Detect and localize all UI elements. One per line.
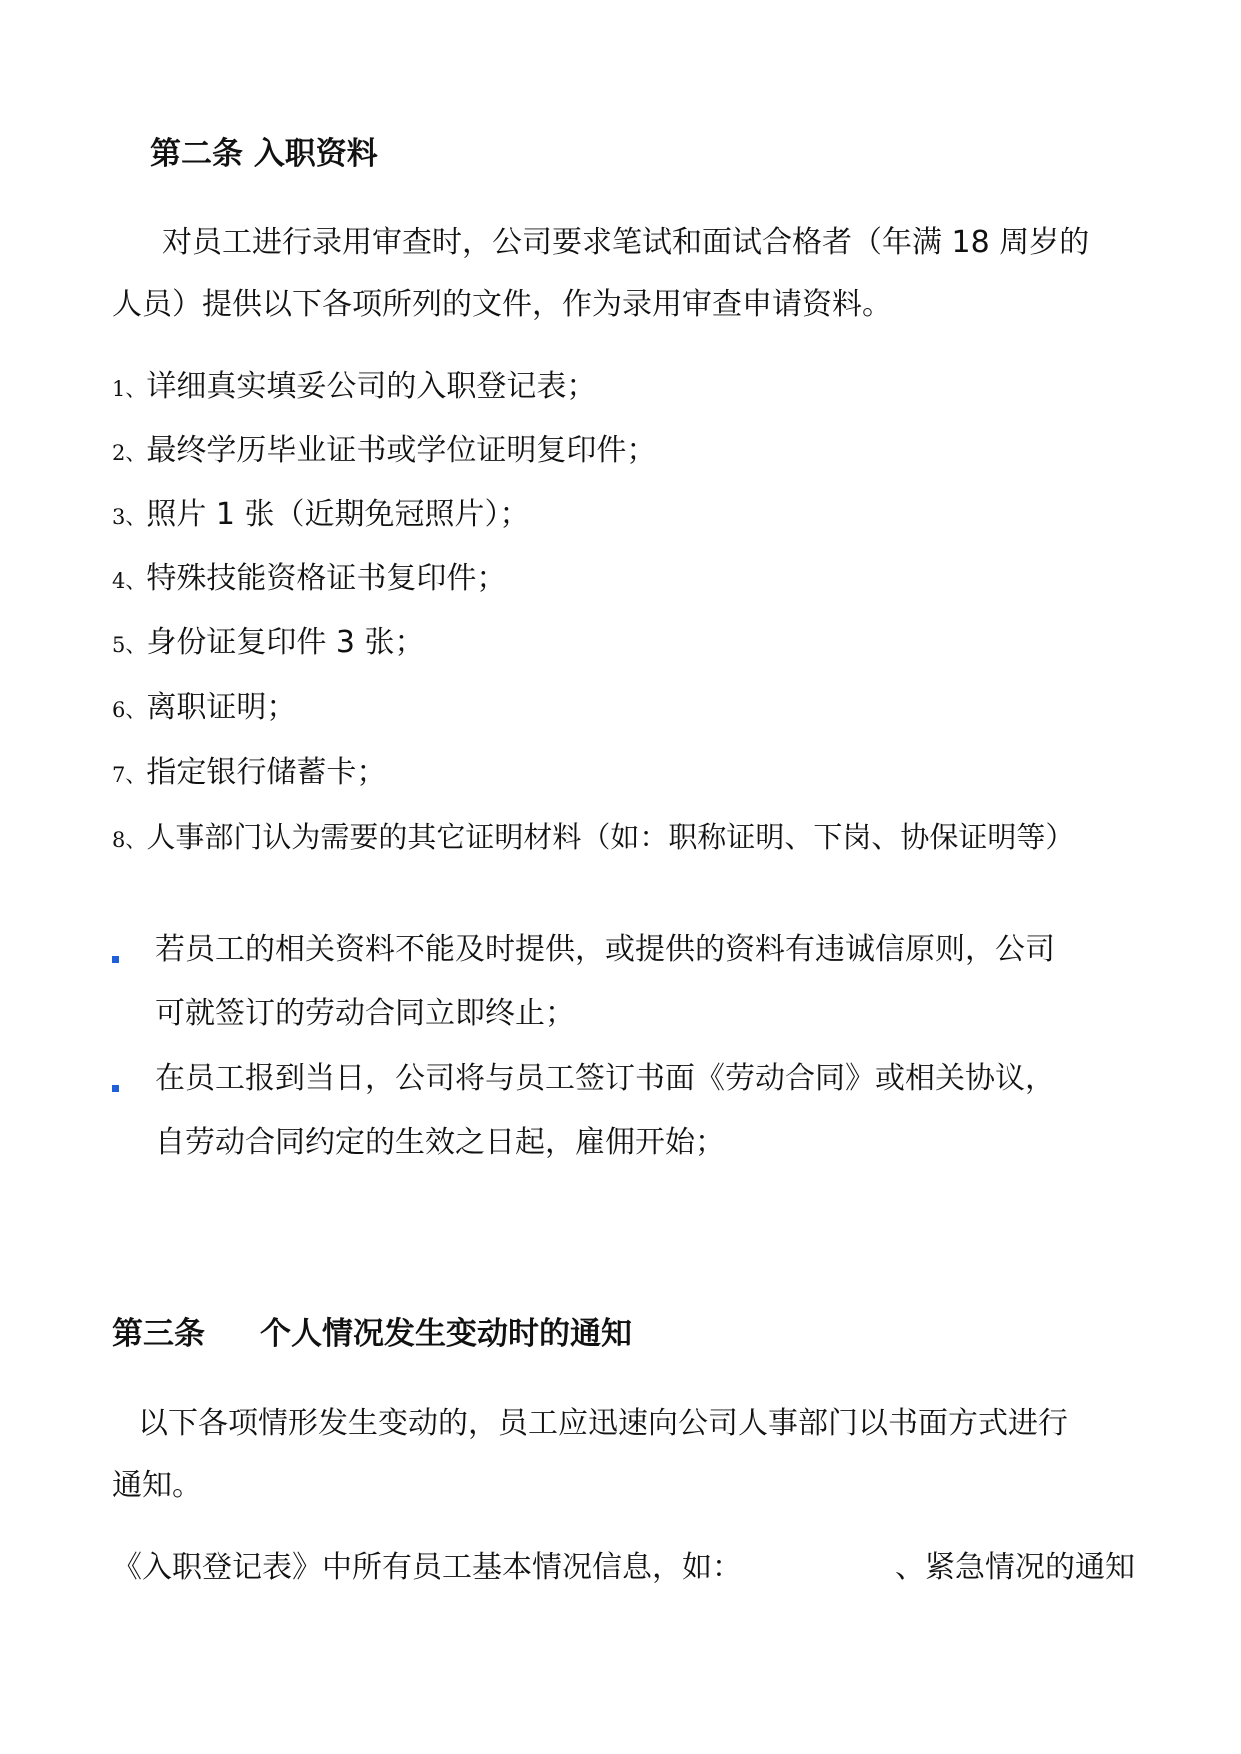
list-item xyxy=(112,753,386,795)
list-item xyxy=(112,623,425,665)
list-item xyxy=(112,495,530,537)
section3-heading-title: 个人情况发生变动时的通知 xyxy=(260,1316,632,1352)
list-item-text: 详细真实填妥公司的入职登记表； xyxy=(146,369,597,404)
section2-intro-line2: 人员）提供以下各项所列的文件，作为录用审查申请资料。 xyxy=(112,287,892,322)
list-item-number: 3、 xyxy=(112,505,147,529)
square-bullet-icon xyxy=(112,956,119,963)
list-item-number: 5、 xyxy=(112,633,147,657)
bullet-line2: 可就签订的劳动合同立即终止； xyxy=(155,996,575,1031)
list-item xyxy=(112,367,596,409)
list-item-text: 身份证复印件 3 张； xyxy=(146,625,425,660)
list-item xyxy=(112,688,296,730)
list-item-number: 2、 xyxy=(112,441,147,465)
section3-heading-number: 第三条 xyxy=(112,1316,205,1352)
list-item-number: 8、 xyxy=(112,828,147,852)
list-item-text: 人事部门认为需要的其它证明材料（如：职称证明、下岗、协保证明等） xyxy=(146,820,1075,854)
list-item xyxy=(112,817,1074,860)
list-item-text: 特殊技能资格证书复印件； xyxy=(146,561,507,596)
section3-line3-right: 、紧急情况的通知 xyxy=(895,1550,1135,1585)
bullet-line1: 在员工报到当日，公司将与员工签订书面《劳动合同》或相关协议， xyxy=(155,1061,1055,1096)
section2-intro-line1: 对员工进行录用审查时，公司要求笔试和面试合格者（年满 18 周岁的 xyxy=(162,225,1090,260)
list-item-number: 7、 xyxy=(112,763,147,787)
list-item xyxy=(112,559,506,601)
list-item-number: 6、 xyxy=(112,698,147,722)
section2-heading: 第二条 入职资料 xyxy=(150,136,378,172)
square-bullet-icon xyxy=(112,1085,119,1092)
list-item xyxy=(112,431,656,473)
section3-para-line2: 通知。 xyxy=(112,1468,202,1503)
list-item-number: 1、 xyxy=(112,377,147,401)
list-item-text: 最终学历毕业证书或学位证明复印件； xyxy=(146,433,657,468)
bullet-line2: 自劳动合同约定的生效之日起，雇佣开始； xyxy=(155,1125,725,1160)
list-item-text: 离职证明； xyxy=(146,690,297,725)
list-item-text: 照片 1 张（近期免冠照片）； xyxy=(146,497,530,532)
section3-line3-left: 《入职登记表》中所有员工基本情况信息，如： xyxy=(112,1550,742,1585)
section3-para-line1: 以下各项情形发生变动的，员工应迅速向公司人事部门以书面方式进行 xyxy=(138,1406,1068,1441)
list-item-text: 指定银行储蓄卡； xyxy=(146,755,387,790)
bullet-line1: 若员工的相关资料不能及时提供，或提供的资料有违诚信原则，公司 xyxy=(155,932,1055,967)
list-item-number: 4、 xyxy=(112,569,147,593)
